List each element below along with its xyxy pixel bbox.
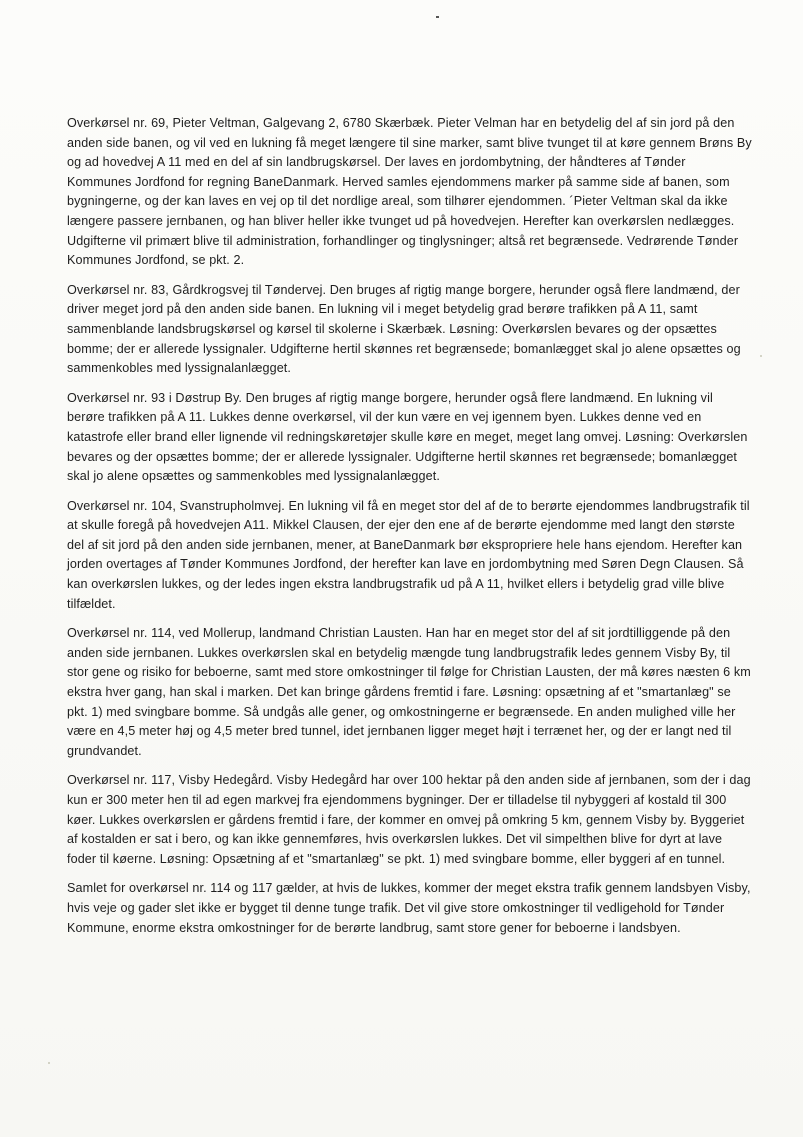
- scan-mark: [436, 16, 439, 18]
- paragraph-crossing-104: Overkørsel nr. 104, Svanstrupholmvej. En lukning vil få en meget stor del af de to berørte ejendommes landbrugstrafik til at skulle foregå på hovedvejen A11. Mikkel Clausen, der ejer den ene af de berørte ejendomme med langt den største del af sit jord på den anden side jernbanen, mener, at BaneDanmark bør ekspropriere hele hans ejendom. Herefter kan jorden overtages af Tønder Kommunes Jordfond, der herefter kan lave en jordombytning med Søren Degn Clausen. Så kan overkørslen lukkes, og der ledes ingen ekstra landbrugstrafik ud på A 11, hvilket ellers i betydelig grad ville blive tilfældet.: [67, 498, 750, 611]
- scan-speck: [48, 1062, 50, 1064]
- scan-speck: [760, 355, 762, 357]
- paragraph-crossing-69: Overkørsel nr. 69, Pieter Veltman, Galgevang 2, 6780 Skærbæk. Pieter Velman har en betydelig del af sin jord på den anden side banen, og vil ved en lukning få meget længere til sine marker, samt blive tvunget til at køre gennem Brøns By og ad hovedvej A 11 med en del af sin landbrugskørsel. Der laves en jordombytning, der håndteres af Tønder Kommunes Jordfond for regning BaneDanmark. Herved samles ejendommens marker på samme side af banen, som bygningerne, og der kan laves en vej op til det nordlige areal, som tilhører ejendommen. ´Pieter Veltman skal da ikke længere passere jernbanen, og han bliver heller ikke tvunget ud på hovedvejen. Herefter kan overkørslen nedlægges. Udgifterne vil primært blive til administration, forhandlinger og tinglysninger; altså ret begrænsede. Vedrørende Tønder Kommunes Jordfond, se pkt. 2.: [67, 116, 752, 268]
- paragraph-crossing-114: Overkørsel nr. 114, ved Mollerup, landmand Christian Lausten. Han har en meget stor del af sit jordtilliggende på den anden side jernbanen. Lukkes overkørslen skal en betydelig mængde tung landbrugstrafik ledes gennem Visby By, til stor gene og risiko for beboerne, samt med store omkostninger til følge for Christian Lausten, der må køres næsten 6 km ekstra hver gang, han skal i marken. Det kan bringe gårdens fremtid i fare. Løsning: opsætning af et "smartanlæg" se pkt. 1) med svingbare bomme. Så undgås alle gener, og omkostningerne er begrænsede. En anden mulighed ville her være en 4,5 meter høj og 4,5 meter bred tunnel, idet jernbanen ligger meget højt i terrænet her, og der er langt ned til grundvandet.: [67, 626, 751, 758]
- paragraph-crossing-83: Overkørsel nr. 83, Gårdkrogsvej til Tøndervej. Den bruges af rigtig mange borgere, herunder også flere landmænd, der driver meget jord på den anden side banen. En lukning vil i meget betydelig grad berøre trafikken på A 11, samt sammenblande landsbrugskørsel og kørsel til skolerne i Skærbæk. Løsning: Overkørslen bevares og der opsættes bomme; der er allerede lyssignaler. Udgifterne hertil skønnes ret begrænsede; bomanlægget skal jo alene opsættes og sammenkobles med lyssignalanlægget.: [67, 282, 741, 376]
- document-body: [67, 114, 752, 948]
- paragraph-summary: Samlet for overkørsel nr. 114 og 117 gælder, at hvis de lukkes, kommer der meget ekstra trafik gennem landsbyen Visby, hvis veje og gader slet ikke er bygget til denne tunge trafik. Det vil give store omkostninger til vedligehold for Tønder Kommune, enorme ekstra omkostninger for de berørte landbrug, samt store gener for beboerne i landsbyen.: [67, 881, 751, 935]
- paragraph-crossing-117: Overkørsel nr. 117, Visby Hedegård. Visby Hedegård har over 100 hektar på den anden side af jernbanen, som der i dag kun er 300 meter hen til ad egen markvej fra ejendommens bygninger. Der er tilladelse til nybyggeri af kostald til 300 køer. Lukkes overkørslen er gårdens fremtid i fare, der kommer en omvej på omkring 5 km, gennem Visby by. Byggeriet af kostalden er sat i bero, og kan ikke gennemføres, hvis overkørslen lukkes. Det vil simpelthen blive for dyrt at lave foder til køerne. Løsning: Opsætning af et "smartanlæg" se pkt. 1) med svingbare bomme, eller byggeri af en tunnel.: [67, 773, 751, 866]
- paragraph-crossing-93: Overkørsel nr. 93 i Døstrup By. Den bruges af rigtig mange borgere, herunder også flere landmænd. En lukning vil berøre trafikken på A 11. Lukkes denne overkørsel, vil der kun være en vej igennem byen. Lukkes denne ved en katastrofe eller brand eller lignende vil redningskøretøjer skulle køre en meget, meget lang omvej. Løsning: Overkørslen bevares og der opsættes bomme; der er allerede lyssignaler. Udgifterne hertil skønnes ret begrænsede; bomanlægget skal jo alene opsættes og sammenkobles med lyssignalanlægget.: [67, 390, 748, 484]
